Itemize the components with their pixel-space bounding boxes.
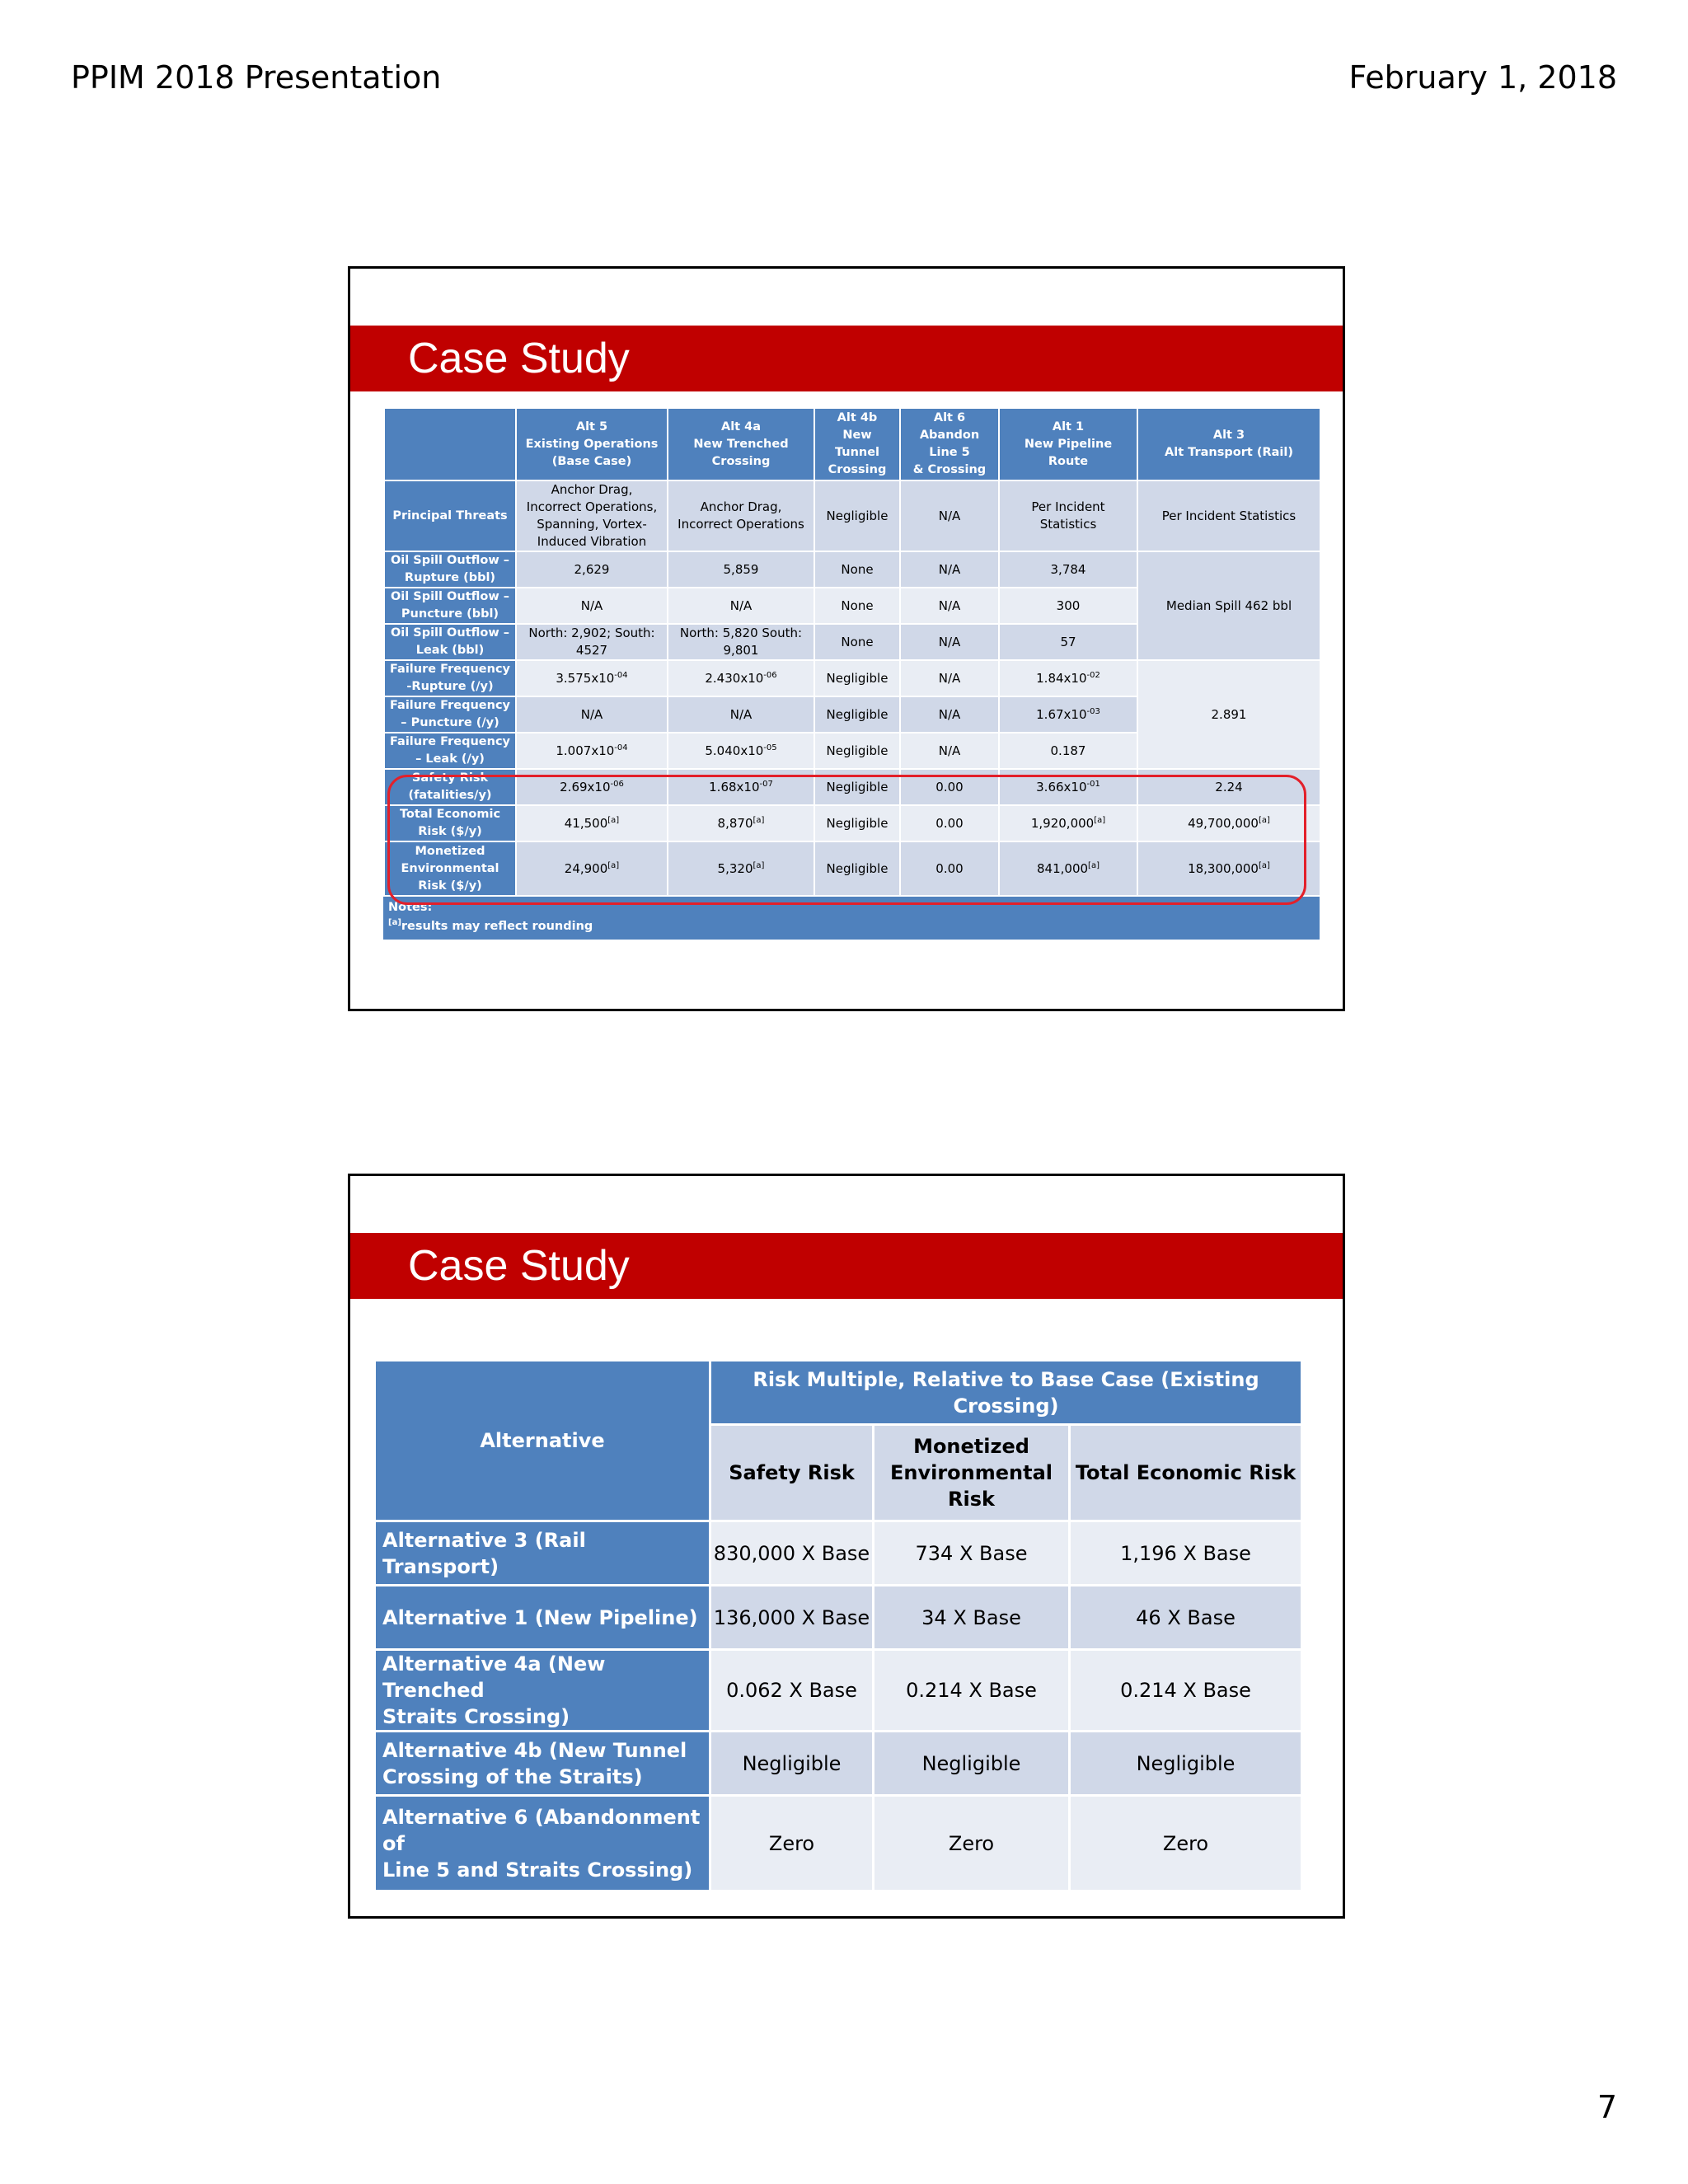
cell-alt1: 57	[999, 624, 1137, 660]
header-right: February 1, 2018	[1348, 59, 1617, 96]
cell-alt4a: 8,870[a]	[668, 805, 814, 841]
cell-alt5: 2,629	[516, 551, 668, 588]
corner-header	[384, 408, 516, 480]
table-notes: Notes: [a]results may reflect rounding	[383, 897, 1320, 940]
cell-alt4a: N/A	[668, 696, 814, 733]
cell-alt3: 18,300,000[a]	[1137, 841, 1320, 896]
safety-risk-header: Safety Risk	[710, 1425, 874, 1521]
economic-cell: 0.214 X Base	[1070, 1650, 1302, 1732]
cell-alt6: N/A	[900, 551, 999, 588]
cell-alt4b: Negligible	[814, 805, 900, 841]
cell-alt4a: Anchor Drag, Incorrect Operations	[668, 480, 814, 551]
cell-alt6: N/A	[900, 480, 999, 551]
cell-alt4b: Negligible	[814, 841, 900, 896]
cell-alt3-outflow: Median Spill 462 bbl	[1137, 551, 1320, 660]
row-freq-rupture	[384, 660, 1320, 696]
cell-alt4a: 5,320[a]	[668, 841, 814, 896]
cell-alt1: $1.67x10^{-03}$	[999, 696, 1137, 733]
row-principal-threats	[384, 480, 1320, 551]
cell-alt5: N/A	[516, 588, 668, 624]
table-row	[375, 1650, 1302, 1732]
cell-alt1: $3.66x10^{-01}$	[999, 769, 1137, 805]
cell-alt5: $1.007x10^{-04}$	[516, 733, 668, 769]
row-label: Safety Risk (fatalities/y)	[384, 769, 516, 805]
slide-1-title: Case Study	[408, 335, 630, 382]
cell-alt5: 41,500[a]	[516, 805, 668, 841]
col-alt5: Alt 5 Existing Operations (Base Case)	[516, 408, 668, 480]
header-left: PPIM 2018 Presentation	[71, 59, 442, 96]
cell-alt6: N/A	[900, 696, 999, 733]
cell-alt3: 2.24	[1137, 769, 1320, 805]
slide-1	[348, 266, 1345, 1011]
alternative-cell: Alternative 4b (New Tunnel Crossing of the Straits)	[375, 1732, 710, 1796]
cell-alt4b: None	[814, 588, 900, 624]
table-row	[375, 1521, 1302, 1586]
cell-alt5: Anchor Drag, Incorrect Operations, Spanning, Vortex- Induced Vibration	[516, 480, 668, 551]
slide-1-banner	[350, 326, 1343, 391]
risk-multiple-table	[373, 1359, 1303, 1892]
slide-2-banner	[350, 1233, 1343, 1299]
cell-alt5: $3.575x10^{-04}$	[516, 660, 668, 696]
economic-risk-header: Total Economic Risk	[1070, 1425, 1302, 1521]
economic-cell: 1,196 X Base	[1070, 1521, 1302, 1586]
cell-alt3-frequency: 2.891	[1137, 660, 1320, 769]
col-alt3: Alt 3 Alt Transport (Rail)	[1137, 408, 1320, 480]
alternative-cell: Alternative 3 (Rail Transport)	[375, 1521, 710, 1586]
page-number: 7	[1597, 2089, 1617, 2125]
cell-alt6: 0.00	[900, 769, 999, 805]
cell-alt4a: $5.040x10^{-05}$	[668, 733, 814, 769]
environmental-cell: Negligible	[874, 1732, 1070, 1796]
cell-alt4b: Negligible	[814, 769, 900, 805]
cell-alt6: N/A	[900, 624, 999, 660]
slide-2-title: Case Study	[408, 1242, 630, 1290]
cell-alt5: $2.69x10^{-06}$	[516, 769, 668, 805]
cell-alt1: 300	[999, 588, 1137, 624]
environmental-cell: Zero	[874, 1796, 1070, 1891]
cell-alt5: North: 2,902; South: 4527	[516, 624, 668, 660]
row-label: Oil Spill Outflow – Puncture (bbl)	[384, 588, 516, 624]
highlight-outline	[387, 775, 1306, 905]
row-label: Monetized Environmental Risk ($/y)	[384, 841, 516, 896]
table-row	[375, 1586, 1302, 1650]
col-alt1: Alt 1 New Pipeline Route	[999, 408, 1137, 480]
slide-2	[348, 1174, 1345, 1919]
cell-alt5: N/A	[516, 696, 668, 733]
safety-cell: 136,000 X Base	[710, 1586, 874, 1650]
cell-alt4a: N/A	[668, 588, 814, 624]
cell-alt1: 3,784	[999, 551, 1137, 588]
cell-alt4a: 5,859	[668, 551, 814, 588]
cell-alt3: Per Incident Statistics	[1137, 480, 1320, 551]
safety-cell: 830,000 X Base	[710, 1521, 874, 1586]
row-label: Total Economic Risk ($/y)	[384, 805, 516, 841]
environmental-cell: 0.214 X Base	[874, 1650, 1070, 1732]
cell-alt4a: North: 5,820 South: 9,801	[668, 624, 814, 660]
alternative-cell: Alternative 4a (New Trenched Straits Crossing)	[375, 1650, 710, 1732]
environmental-cell: 734 X Base	[874, 1521, 1070, 1586]
alternative-header: Alternative	[375, 1361, 710, 1521]
table-row	[375, 1732, 1302, 1796]
cell-alt4b: Negligible	[814, 480, 900, 551]
alternative-cell: Alternative 6 (Abandonment of Line 5 and Straits Crossing)	[375, 1796, 710, 1891]
cell-alt3: 49,700,000[a]	[1137, 805, 1320, 841]
cell-alt6: N/A	[900, 660, 999, 696]
cell-alt1: 0.187	[999, 733, 1137, 769]
safety-cell: Zero	[710, 1796, 874, 1891]
row-label: Principal Threats	[384, 480, 516, 551]
alternative-cell: Alternative 1 (New Pipeline)	[375, 1586, 710, 1650]
cell-alt1: 841,000[a]	[999, 841, 1137, 896]
row-label: Oil Spill Outflow – Leak (bbl)	[384, 624, 516, 660]
environmental-cell: 34 X Base	[874, 1586, 1070, 1650]
col-alt4a: Alt 4a New Trenched Crossing	[668, 408, 814, 480]
table-row	[375, 1796, 1302, 1891]
cell-alt1: $1.84x10^{-02}$	[999, 660, 1137, 696]
cell-alt4b: Negligible	[814, 660, 900, 696]
row-label: Oil Spill Outflow – Rupture (bbl)	[384, 551, 516, 588]
cell-alt6: 0.00	[900, 841, 999, 896]
col-alt4b: Alt 4b New Tunnel Crossing	[814, 408, 900, 480]
cell-alt4a: $2.430x10^{-06}$	[668, 660, 814, 696]
cell-alt4a: $1.68x10^{-07}$	[668, 769, 814, 805]
row-label: Failure Frequency -Rupture (/y)	[384, 660, 516, 696]
environmental-risk-header: Monetized Environmental Risk	[874, 1425, 1070, 1521]
cell-alt6: N/A	[900, 588, 999, 624]
safety-cell: Negligible	[710, 1732, 874, 1796]
row-outflow-rupture	[384, 551, 1320, 588]
cell-alt5: 24,900[a]	[516, 841, 668, 896]
cell-alt6: 0.00	[900, 805, 999, 841]
row-label: Failure Frequency – Leak (/y)	[384, 733, 516, 769]
row-label: Failure Frequency – Puncture (/y)	[384, 696, 516, 733]
col-alt6: Alt 6 Abandon Line 5 & Crossing	[900, 408, 999, 480]
risk-multiple-header: Risk Multiple, Relative to Base Case (Existing Crossing)	[710, 1361, 1302, 1425]
cell-alt4b: None	[814, 551, 900, 588]
cell-alt4b: Negligible	[814, 696, 900, 733]
safety-cell: 0.062 X Base	[710, 1650, 874, 1732]
economic-cell: Zero	[1070, 1796, 1302, 1891]
cell-alt6: N/A	[900, 733, 999, 769]
economic-cell: 46 X Base	[1070, 1586, 1302, 1650]
cell-alt4b: Negligible	[814, 733, 900, 769]
cell-alt4b: None	[814, 624, 900, 660]
cell-alt1: Per Incident Statistics	[999, 480, 1137, 551]
cell-alt1: 1,920,000[a]	[999, 805, 1137, 841]
economic-cell: Negligible	[1070, 1732, 1302, 1796]
